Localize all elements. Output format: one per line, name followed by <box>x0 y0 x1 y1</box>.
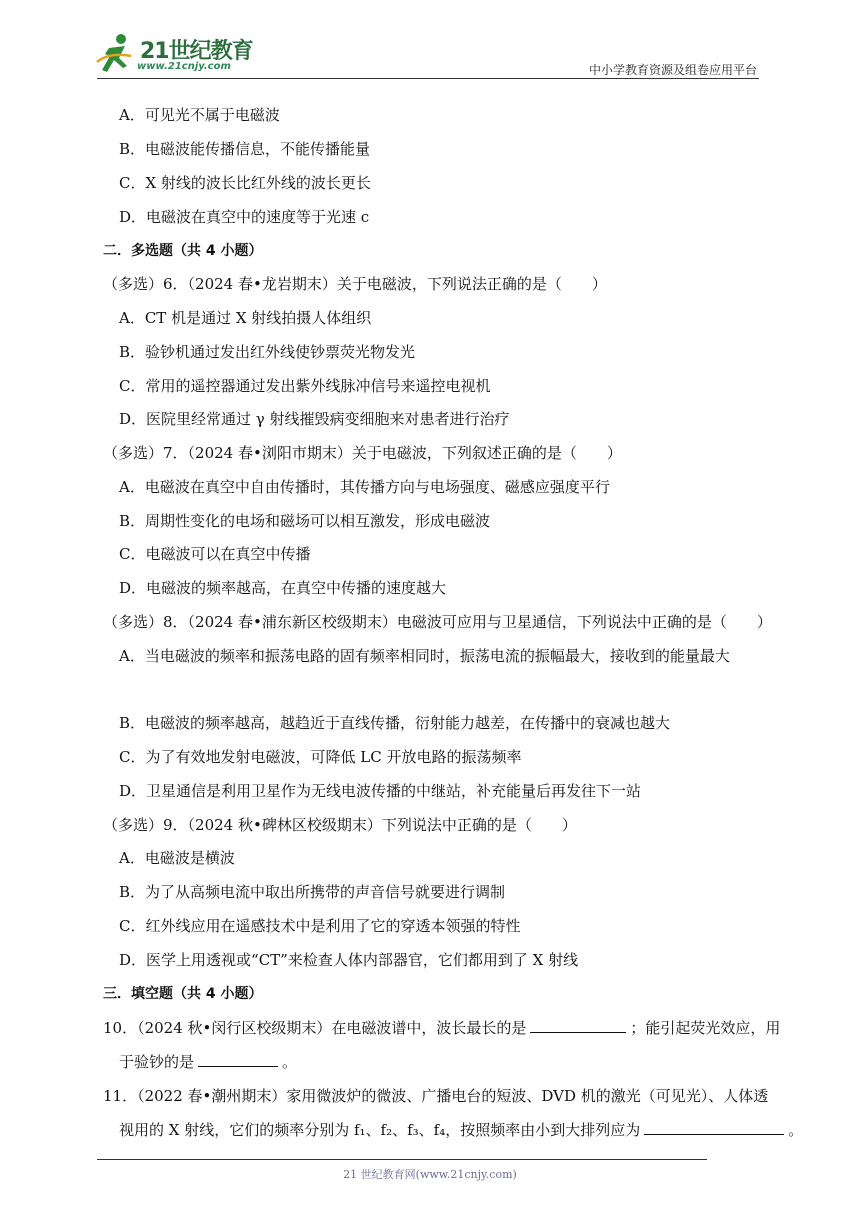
q5-option-a: A．可见光不属于电磁波 <box>119 106 280 124</box>
logo-text: 21世纪教育 <box>140 39 253 64</box>
q10-text-3: 于验钞的是 <box>119 1053 195 1071</box>
q9-option-c: C．红外线应用在遥感技术中是利用了它的穿透本领强的特性 <box>119 917 521 935</box>
q10-blank-2[interactable] <box>198 1052 278 1067</box>
q7-option-a: A．电磁波在真空中自由传播时，其传播方向与电场强度、磁感应强度平行 <box>119 478 610 496</box>
q9-option-d: D．医学上用透视或“CT”来检查人体内部器官，它们都用到了 X 射线 <box>119 951 579 969</box>
q10-line-2 <box>119 1052 297 1072</box>
section-fill-blank-title: 三．填空题（共 4 小题） <box>103 986 263 1002</box>
q9-option-b: B．为了从高频电流中取出所携带的声音信号就要进行调制 <box>119 883 506 901</box>
q11-text: 视用的 X 射线，它们的频率分别为 f₁、f₂、f₃、f₄，按照频率由小到大排列应为 <box>119 1121 641 1139</box>
q5-option-c: C．X 射线的波长比红外线的波长更长 <box>119 174 371 192</box>
logo-url: www.21cnjy.com <box>137 61 231 72</box>
footer-divider <box>97 1159 707 1160</box>
q6-option-c: C．常用的遥控器通过发出紫外线脉冲信号来遥控电视机 <box>119 377 491 395</box>
q7-option-b: B．周期性变化的电场和磁场可以相互激发，形成电磁波 <box>119 512 491 530</box>
q10-text-4: 。 <box>282 1053 298 1071</box>
q5-option-d: D．电磁波在真空中的速度等于光速 c <box>119 208 370 226</box>
q8-option-d: D．卫星通信是利用卫星作为无线电波传播的中继站，补充能量后再发往下一站 <box>119 782 642 800</box>
q10-text-1: 10．（2024 秋•闵行区校级期末）在电磁波谱中，波长最长的是 <box>103 1019 527 1037</box>
q11-line-1: 11．（2022 春•潮州期末）家用微波炉的微波、广播电台的短波、DVD 机的激光（可见光）、人体透 <box>103 1087 769 1105</box>
q11-end: 。 <box>788 1121 804 1139</box>
q7-option-c: C．电磁波可以在真空中传播 <box>119 545 311 563</box>
footer-text[interactable]: 21 世纪教育网(www.21cnjy.com) <box>343 1168 517 1181</box>
q6-option-b: B．验钞机通过发出红外线使钞票荧光物发光 <box>119 343 416 361</box>
q10-blank-1[interactable] <box>530 1018 626 1033</box>
q11-blank[interactable] <box>644 1120 784 1135</box>
q5-option-b: B．电磁波能传播信息，不能传播能量 <box>119 140 371 158</box>
q7-option-d: D．电磁波的频率越高，在真空中传播的速度越大 <box>119 579 447 597</box>
page-header <box>0 0 860 80</box>
q8-option-c: C．为了有效地发射电磁波，可降低 LC 开放电路的振荡频率 <box>119 748 522 766</box>
q9-stem: （多选）9．（2024 秋•碑林区校级期末）下列说法中正确的是（ ） <box>103 816 577 834</box>
q7-stem: （多选）7．（2024 春•浏阳市期末）关于电磁波，下列叙述正确的是（ ） <box>103 444 622 462</box>
runner-logo-icon <box>95 32 139 76</box>
header-divider <box>97 78 759 79</box>
q6-stem: （多选）6．（2024 春•龙岩期末）关于电磁波，下列说法正确的是（ ） <box>103 275 607 293</box>
q10-line-1 <box>103 1018 780 1038</box>
section-multiple-choice-title: 二．多选题（共 4 小题） <box>103 243 263 259</box>
q6-option-d: D．医院里经常通过 γ 射线摧毁病变细胞来对患者进行治疗 <box>119 410 510 428</box>
q8-option-a: A．当电磁波的频率和振荡电路的固有频率相同时，振荡电流的振幅最大，接收到的能量最大 <box>119 647 730 665</box>
q8-stem: （多选）8．（2024 春•浦东新区校级期末）电磁波可应用与卫星通信，下列说法中正确的是（ ） <box>103 613 772 631</box>
platform-name: 中小学教育资源及组卷应用平台 <box>588 63 757 77</box>
q6-option-a: A．CT 机是通过 X 射线拍摄人体组织 <box>119 309 372 327</box>
q8-option-b: B．电磁波的频率越高，越趋近于直线传播，衍射能力越差，在传播中的衰减也越大 <box>119 714 671 732</box>
q11-line-2 <box>119 1120 803 1140</box>
site-logo[interactable] <box>95 32 265 80</box>
q9-option-a: A．电磁波是横波 <box>119 849 235 867</box>
q10-text-2: ；能引起荧光效应，用 <box>630 1019 781 1037</box>
